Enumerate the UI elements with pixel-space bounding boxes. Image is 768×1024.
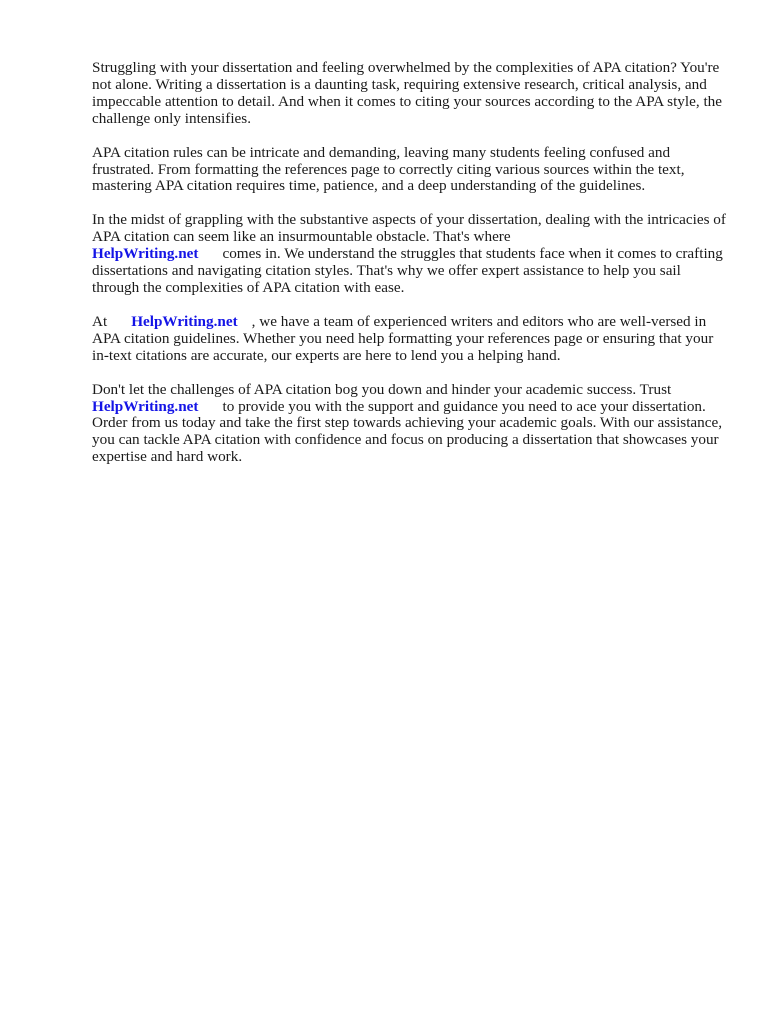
paragraph-team-text-before: At bbox=[92, 312, 108, 330]
helpwriting-link[interactable]: HelpWriting.net bbox=[92, 245, 199, 263]
paragraph-call-to-action bbox=[92, 382, 728, 467]
paragraph-intro-text: Struggling with your dissertation and feeling overwhelmed by the complexities of APA citation? You're not alone. Writing a dissertation is a daunting task, requiring extensive research, critical analysis, and impeccable attention to detail. And when it comes to citing your sources according to the APA style, the challenge only intensifies. bbox=[92, 59, 723, 127]
paragraph-apa-rules-text: APA citation rules can be intricate and demanding, leaving many students feeling confused and frustrated. From formatting the references page to correctly citing various sources within the text, mastering APA citation requires time, patience, and a deep understanding of the guidelines. bbox=[92, 143, 685, 195]
paragraph-obstacle-text-after: comes in. We understand the struggles that students face when it comes to crafting dissertations and navigating citation styles. That's why we offer expert assistance to help you sail through the complexities of APA citation with ease. bbox=[92, 245, 723, 296]
paragraph-apa-rules bbox=[92, 145, 728, 196]
paragraph-call-to-action-text-after: to provide you with the support and guidance you need to ace your dissertation. Order from us today and take the first step towards achieving your academic goals. With our assistance, you can tackle APA citation with confidence and focus on producing a dissertation that showcases your expertise and hard work. bbox=[92, 397, 723, 466]
paragraph-team-text-after: , we have a team of experienced writers and editors who are well-versed in APA citation guidelines. Whether you need help formatting your references page or ensuring that your in-text citations are accurate, our experts are here to lend you a helping hand. bbox=[92, 312, 714, 364]
paragraph-intro bbox=[92, 60, 728, 128]
paragraph-obstacle-text-before: In the midst of grappling with the substantive aspects of your dissertation, dealing with the intricacies of APA citation can seem like an insurmountable obstacle. That's where bbox=[92, 211, 726, 246]
document-page bbox=[92, 60, 728, 483]
paragraph-obstacle bbox=[92, 212, 728, 297]
paragraph-call-to-action-text-before: Don't let the challenges of APA citation bog you down and hinder your academic success. Trust bbox=[92, 380, 672, 398]
helpwriting-link[interactable]: HelpWriting.net bbox=[131, 312, 238, 330]
helpwriting-link[interactable]: HelpWriting.net bbox=[92, 397, 199, 415]
paragraph-team bbox=[92, 314, 728, 365]
